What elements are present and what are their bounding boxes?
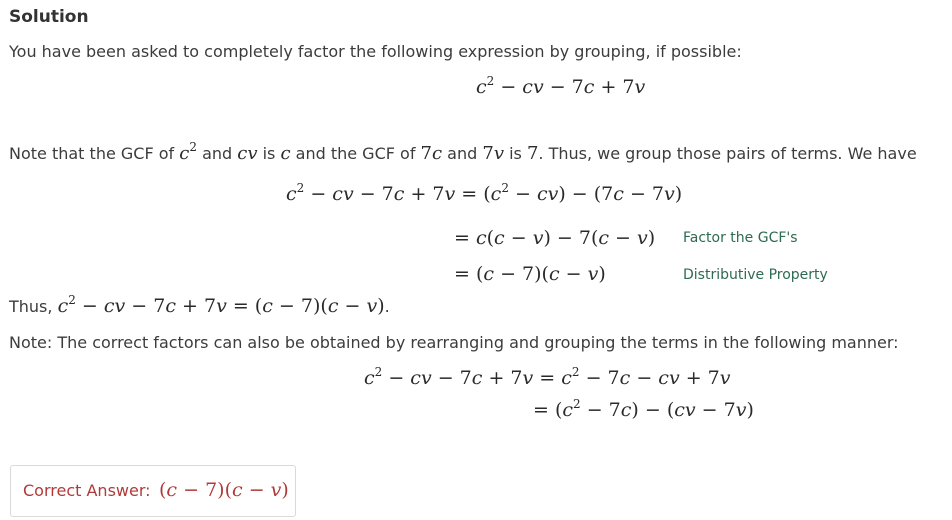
- correct-answer-value: (c − 7)(c − v): [159, 479, 289, 501]
- gcf-note-text-7: . Thus, we group those pairs of terms. We have: [538, 144, 917, 163]
- alt-derivation-line-1: $c^2$ − cv − $7c + 7v = c^2 - 7c$ − cv + 7v: [364, 365, 731, 389]
- reason-factor-gcf: Factor the GCF's: [683, 230, 798, 246]
- gcf-note-math-2: cv: [237, 143, 258, 164]
- gcf-note-math-1: $c^2$: [179, 140, 197, 164]
- derivation-line-2: = c(c − v) − 7(c − v): [454, 227, 656, 249]
- correct-answer-label: Correct Answer:: [23, 481, 151, 500]
- thus-math: $c^2$ − cv − 7c + 7v = (c − 7)(c − v): [57, 293, 385, 317]
- gcf-note-text-6: is: [504, 144, 527, 163]
- gcf-note-text-3: is: [257, 144, 281, 163]
- note-rearrange: Note: The correct factors can also be obtained by rearranging and grouping the terms in the following manner:: [9, 333, 899, 352]
- derivation-line-1: $c^2$ − cv − $7c + 7v = (c^2 - cv) - (7c - 7v)$: [286, 181, 683, 205]
- intro-text: You have been asked to completely factor the following expression by grouping, if possible:: [9, 42, 742, 61]
- correct-answer-box: [10, 465, 296, 517]
- derivation-line-3: = (c − 7)(c − v): [454, 263, 606, 285]
- thus-suffix: .: [384, 297, 390, 316]
- gcf-note-text-2: and: [196, 144, 238, 163]
- alt-derivation-line-2: = $(c^2 - 7c) - (cv - 7v)$: [533, 397, 754, 421]
- gcf-note-math-4: 7c: [420, 143, 443, 164]
- gcf-note-math-3: c: [280, 143, 291, 164]
- solution-heading: Solution: [9, 7, 89, 27]
- gcf-note-text-5: and: [442, 144, 483, 163]
- gcf-note-math-6: 7: [526, 143, 539, 164]
- reason-distributive: Distributive Property: [683, 267, 828, 283]
- gcf-note: [9, 140, 917, 164]
- expression: $c^2$ − cv − 7c + 7v: [476, 74, 646, 98]
- thus-line: [9, 295, 390, 317]
- gcf-note-math-5: 7v: [482, 143, 504, 164]
- gcf-note-text-4: and the GCF of: [290, 144, 421, 163]
- gcf-note-text-1: Note that the GCF of: [9, 144, 180, 163]
- thus-prefix: Thus,: [9, 297, 58, 316]
